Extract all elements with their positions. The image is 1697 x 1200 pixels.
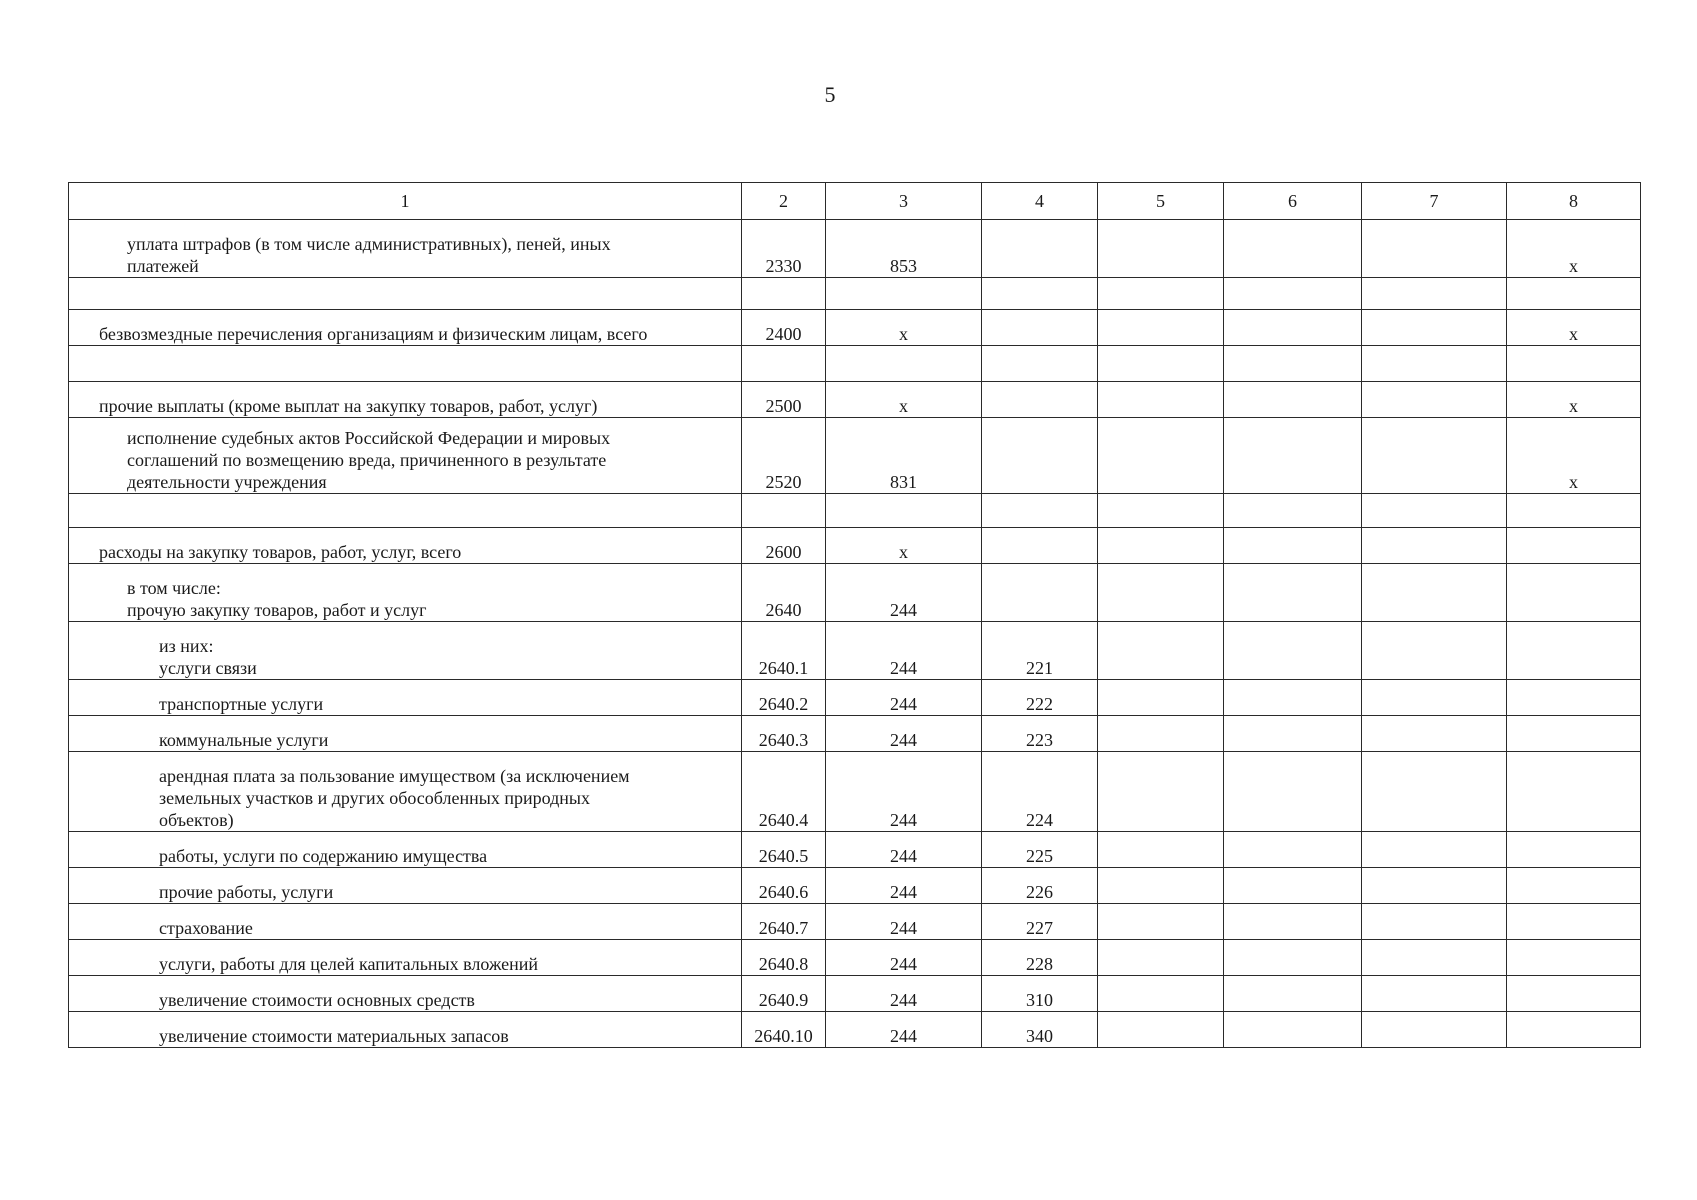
value-cell-8	[1507, 904, 1641, 940]
value-cell-5	[1098, 680, 1224, 716]
value-cell-8	[1507, 494, 1641, 528]
row-code-cell: 2640.9	[742, 976, 826, 1012]
description-line: транспортные услуги	[159, 694, 324, 714]
value-cell-7	[1362, 832, 1507, 868]
kosgu-code-cell: 226	[982, 868, 1098, 904]
expense-code-cell: 244	[826, 752, 982, 832]
description-line: соглашений по возмещению вреда, причиненного в результате	[127, 450, 607, 470]
kosgu-code-cell	[982, 278, 1098, 310]
description-line: из них:	[159, 636, 214, 656]
description-line: прочие работы, услуги	[159, 882, 334, 902]
value-cell-7	[1362, 346, 1507, 382]
value-cell-5	[1098, 310, 1224, 346]
value-cell-7	[1362, 716, 1507, 752]
row-description	[69, 494, 742, 528]
kosgu-code-cell: 222	[982, 680, 1098, 716]
kosgu-code-cell: 221	[982, 622, 1098, 680]
description-line: уплата штрафов (в том числе административных), пеней, иных	[127, 234, 611, 254]
column-header: 5	[1098, 183, 1224, 220]
value-cell-6	[1224, 868, 1362, 904]
row-description	[69, 622, 742, 680]
description-line	[99, 359, 735, 381]
column-header: 6	[1224, 183, 1362, 220]
description-line	[127, 287, 735, 309]
table-row	[69, 976, 1641, 1012]
row-description	[69, 716, 742, 752]
row-description	[69, 278, 742, 310]
row-description	[69, 528, 742, 564]
row-code-cell: 2640.4	[742, 752, 826, 832]
row-code-cell: 2600	[742, 528, 826, 564]
table-row	[69, 220, 1641, 278]
value-cell-8: х	[1507, 310, 1641, 346]
description-line: увеличение стоимости материальных запасов	[159, 1026, 509, 1046]
value-cell-7	[1362, 680, 1507, 716]
description-line: коммунальные услуги	[159, 730, 329, 750]
value-cell-6	[1224, 346, 1362, 382]
expense-code-cell	[826, 346, 982, 382]
kosgu-code-cell	[982, 220, 1098, 278]
expense-code-cell: 244	[826, 1012, 982, 1048]
value-cell-5	[1098, 622, 1224, 680]
page-number: 5	[824, 82, 836, 107]
value-cell-6	[1224, 622, 1362, 680]
value-cell-6	[1224, 1012, 1362, 1048]
value-cell-7	[1362, 940, 1507, 976]
value-cell-7	[1362, 278, 1507, 310]
row-description	[69, 564, 742, 622]
kosgu-code-cell: 310	[982, 976, 1098, 1012]
kosgu-code-cell: 340	[982, 1012, 1098, 1048]
table-header-row	[69, 183, 1641, 220]
description-line: прочую закупку товаров, работ и услуг	[127, 600, 427, 620]
row-description	[69, 382, 742, 418]
kosgu-code-cell	[982, 346, 1098, 382]
row-description	[69, 418, 742, 494]
row-description	[69, 868, 742, 904]
value-cell-7	[1362, 564, 1507, 622]
value-cell-8	[1507, 680, 1641, 716]
description-line: деятельности учреждения	[127, 472, 327, 492]
table-row	[69, 382, 1641, 418]
value-cell-8	[1507, 622, 1641, 680]
value-cell-5	[1098, 220, 1224, 278]
value-cell-7	[1362, 220, 1507, 278]
kosgu-code-cell: 228	[982, 940, 1098, 976]
kosgu-code-cell	[982, 528, 1098, 564]
value-cell-5	[1098, 564, 1224, 622]
value-cell-6	[1224, 220, 1362, 278]
expense-code-cell: 244	[826, 976, 982, 1012]
value-cell-5	[1098, 346, 1224, 382]
row-code-cell: 2640.5	[742, 832, 826, 868]
table-row	[69, 832, 1641, 868]
description-line: работы, услуги по содержанию имущества	[159, 846, 488, 866]
value-cell-7	[1362, 310, 1507, 346]
expense-code-cell: х	[826, 382, 982, 418]
value-cell-6	[1224, 528, 1362, 564]
row-code-cell	[742, 494, 826, 528]
value-cell-8: х	[1507, 220, 1641, 278]
expense-code-cell: 831	[826, 418, 982, 494]
column-header: 7	[1362, 183, 1507, 220]
column-header: 4	[982, 183, 1098, 220]
value-cell-5	[1098, 716, 1224, 752]
row-code-cell: 2330	[742, 220, 826, 278]
row-code-cell	[742, 346, 826, 382]
row-description	[69, 346, 742, 382]
value-cell-7	[1362, 622, 1507, 680]
value-cell-5	[1098, 528, 1224, 564]
row-description	[69, 220, 742, 278]
description-line: арендная плата за пользование имуществом (за исключением	[159, 766, 630, 786]
table-row	[69, 752, 1641, 832]
value-cell-8	[1507, 752, 1641, 832]
table-row	[69, 346, 1641, 382]
value-cell-7	[1362, 494, 1507, 528]
value-cell-8	[1507, 1012, 1641, 1048]
value-cell-6	[1224, 494, 1362, 528]
expense-code-cell: 244	[826, 832, 982, 868]
value-cell-7	[1362, 1012, 1507, 1048]
value-cell-6	[1224, 278, 1362, 310]
value-cell-6	[1224, 832, 1362, 868]
expense-code-cell: 244	[826, 564, 982, 622]
value-cell-6	[1224, 940, 1362, 976]
kosgu-code-cell	[982, 564, 1098, 622]
column-header: 2	[742, 183, 826, 220]
description-line: увеличение стоимости основных средств	[159, 990, 475, 1010]
row-code-cell: 2640.7	[742, 904, 826, 940]
row-description	[69, 1012, 742, 1048]
row-description	[69, 940, 742, 976]
table-row	[69, 1012, 1641, 1048]
description-line: страхование	[159, 918, 253, 938]
row-description	[69, 752, 742, 832]
kosgu-code-cell: 227	[982, 904, 1098, 940]
kosgu-code-cell	[982, 494, 1098, 528]
value-cell-5	[1098, 278, 1224, 310]
description-line: услуги связи	[159, 658, 257, 678]
value-cell-8	[1507, 528, 1641, 564]
description-line: услуги, работы для целей капитальных вложений	[159, 954, 539, 974]
value-cell-6	[1224, 418, 1362, 494]
row-description	[69, 904, 742, 940]
description-line: безвозмездные перечисления организациям и физическим лицам, всего	[99, 324, 648, 344]
kosgu-code-cell: 224	[982, 752, 1098, 832]
row-code-cell: 2520	[742, 418, 826, 494]
table-row	[69, 868, 1641, 904]
row-code-cell: 2640.2	[742, 680, 826, 716]
row-code-cell: 2640.10	[742, 1012, 826, 1048]
value-cell-7	[1362, 528, 1507, 564]
description-line: расходы на закупку товаров, работ, услуг, всего	[99, 542, 462, 562]
value-cell-7	[1362, 418, 1507, 494]
value-cell-5	[1098, 976, 1224, 1012]
table-row	[69, 904, 1641, 940]
value-cell-7	[1362, 382, 1507, 418]
value-cell-5	[1098, 940, 1224, 976]
description-line: земельных участков и других обособленных природных	[159, 788, 590, 808]
row-code-cell	[742, 278, 826, 310]
column-header: 3	[826, 183, 982, 220]
value-cell-6	[1224, 904, 1362, 940]
description-line: в том числе:	[127, 578, 221, 598]
expense-code-cell	[826, 278, 982, 310]
value-cell-6	[1224, 382, 1362, 418]
value-cell-5	[1098, 494, 1224, 528]
expense-code-cell: 244	[826, 904, 982, 940]
value-cell-5	[1098, 904, 1224, 940]
value-cell-5	[1098, 1012, 1224, 1048]
value-cell-6	[1224, 564, 1362, 622]
expense-code-cell: х	[826, 528, 982, 564]
table-row	[69, 716, 1641, 752]
table-row	[69, 564, 1641, 622]
expense-code-cell: 244	[826, 868, 982, 904]
row-code-cell: 2640.6	[742, 868, 826, 904]
expense-code-cell: 244	[826, 680, 982, 716]
row-code-cell: 2640	[742, 564, 826, 622]
value-cell-7	[1362, 976, 1507, 1012]
value-cell-8: х	[1507, 418, 1641, 494]
value-cell-8: х	[1507, 382, 1641, 418]
row-description	[69, 680, 742, 716]
row-code-cell: 2500	[742, 382, 826, 418]
value-cell-6	[1224, 976, 1362, 1012]
value-cell-8	[1507, 346, 1641, 382]
table-row	[69, 940, 1641, 976]
value-cell-5	[1098, 832, 1224, 868]
expense-code-cell: 244	[826, 622, 982, 680]
row-description	[69, 976, 742, 1012]
value-cell-8	[1507, 976, 1641, 1012]
expense-code-cell: 244	[826, 940, 982, 976]
value-cell-8	[1507, 940, 1641, 976]
row-code-cell: 2400	[742, 310, 826, 346]
kosgu-code-cell	[982, 418, 1098, 494]
expense-code-cell: 244	[826, 716, 982, 752]
report-table	[68, 182, 1641, 1048]
row-code-cell: 2640.8	[742, 940, 826, 976]
row-description	[69, 832, 742, 868]
value-cell-8	[1507, 716, 1641, 752]
value-cell-8	[1507, 564, 1641, 622]
table-row	[69, 680, 1641, 716]
table-row	[69, 418, 1641, 494]
value-cell-5	[1098, 868, 1224, 904]
description-line	[127, 505, 735, 527]
expense-code-cell	[826, 494, 982, 528]
value-cell-5	[1098, 752, 1224, 832]
value-cell-7	[1362, 868, 1507, 904]
table-row	[69, 278, 1641, 310]
row-description	[69, 310, 742, 346]
description-line: объектов)	[159, 810, 234, 830]
value-cell-8	[1507, 832, 1641, 868]
kosgu-code-cell: 223	[982, 716, 1098, 752]
value-cell-7	[1362, 752, 1507, 832]
row-code-cell: 2640.1	[742, 622, 826, 680]
table-row	[69, 310, 1641, 346]
column-header: 8	[1507, 183, 1641, 220]
column-header: 1	[69, 183, 742, 220]
table-row	[69, 528, 1641, 564]
description-line: исполнение судебных актов Российской Федерации и мировых	[127, 428, 611, 448]
value-cell-6	[1224, 310, 1362, 346]
value-cell-7	[1362, 904, 1507, 940]
expense-code-cell: х	[826, 310, 982, 346]
description-line: прочие выплаты (кроме выплат на закупку товаров, работ, услуг)	[99, 396, 598, 416]
row-code-cell: 2640.3	[742, 716, 826, 752]
description-line: платежей	[127, 256, 199, 276]
kosgu-code-cell	[982, 382, 1098, 418]
table-row	[69, 494, 1641, 528]
value-cell-8	[1507, 278, 1641, 310]
value-cell-6	[1224, 752, 1362, 832]
value-cell-6	[1224, 716, 1362, 752]
value-cell-5	[1098, 382, 1224, 418]
value-cell-6	[1224, 680, 1362, 716]
kosgu-code-cell: 225	[982, 832, 1098, 868]
value-cell-8	[1507, 868, 1641, 904]
value-cell-5	[1098, 418, 1224, 494]
kosgu-code-cell	[982, 310, 1098, 346]
table-row	[69, 622, 1641, 680]
expense-code-cell: 853	[826, 220, 982, 278]
